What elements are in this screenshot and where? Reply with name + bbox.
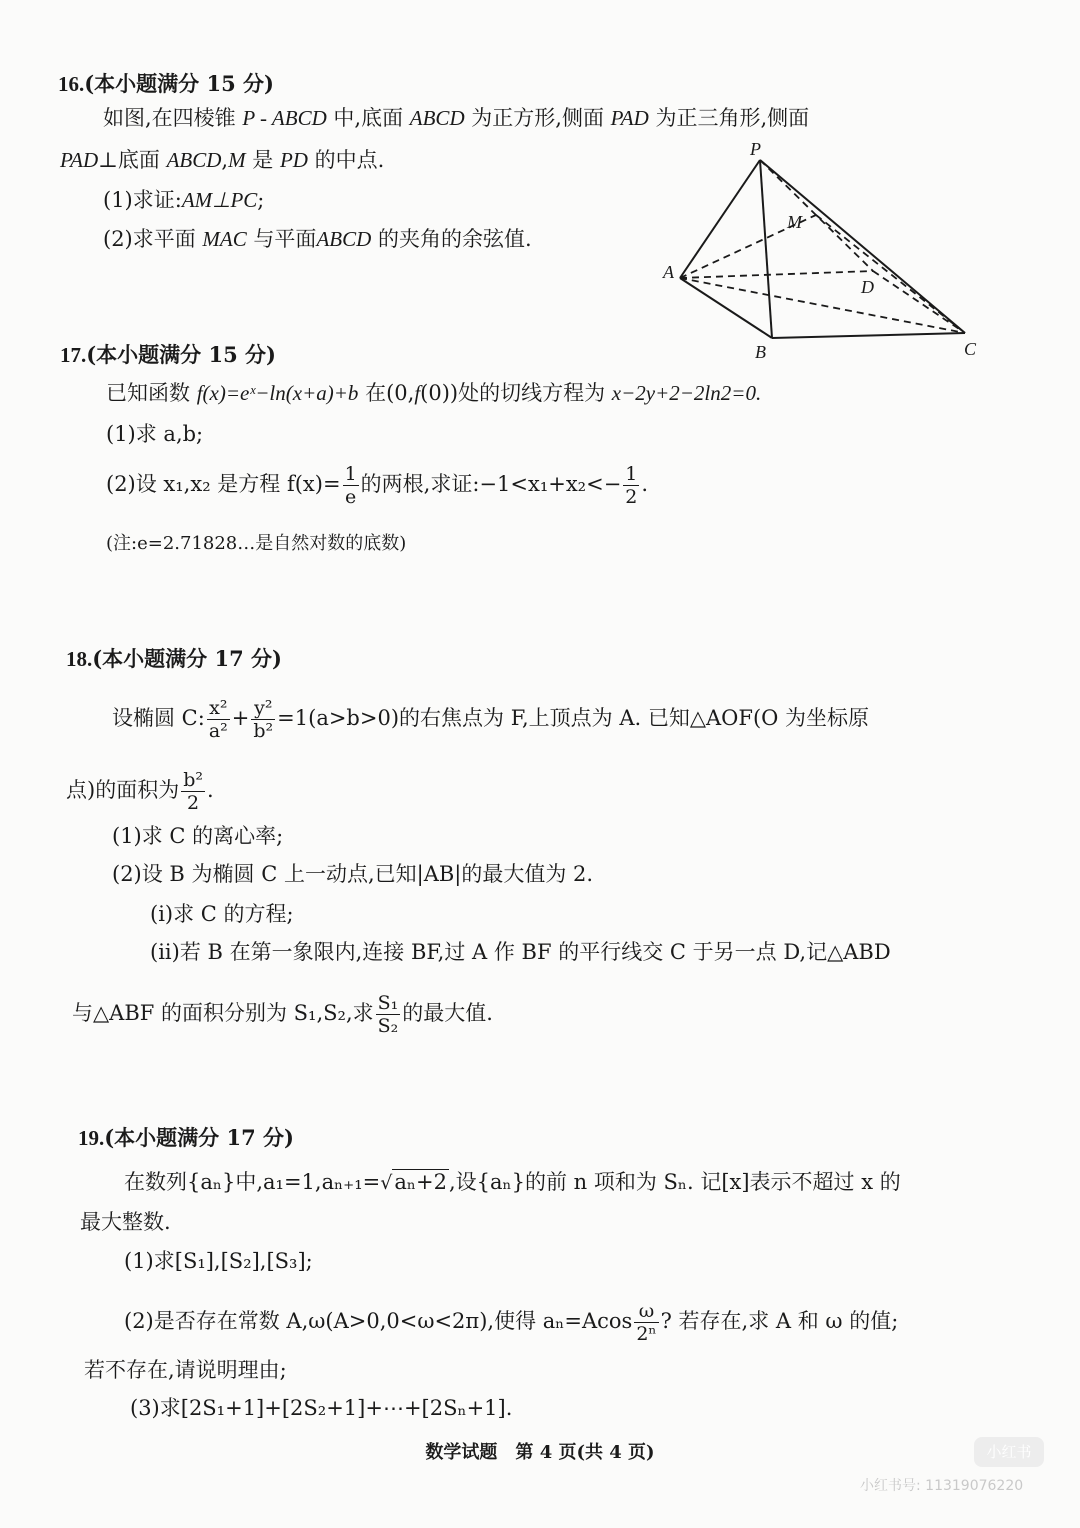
page-footer: 数学试题 第 4 页(共 4 页) [425, 1442, 655, 1463]
q16-stem-line1: 如图,在四棱锥 P - ABCD 中,底面 ABCD 为正方形,侧面 PAD 为正三角形,侧面 [103, 106, 810, 130]
sqrt-expression: aₙ+2 [394, 1170, 447, 1194]
q17-part2: (2)设 x₁,x₂ 是方程 f(x)= $\frac{1}{e}$ 的两根,求证:−1<x₁+x₂<− $\frac{1}{2}$ . [106, 463, 649, 508]
pyramid-figure [655, 135, 985, 370]
label-D: D [861, 277, 874, 297]
q18-part2-ii: (ii)若 B 在第一象限内,连接 BF,过 A 作 BF 的平行线交 C 于另一点 D,记△ABD [150, 940, 891, 964]
fraction-1-over-e: $\frac{1}{e}$ [344, 463, 357, 508]
fraction-omega-over-2n: $\frac{\omega}{\text{2ⁿ}}$ [636, 1300, 657, 1345]
fraction-b2-over-2: $\frac{\text{b²}}{2}$ [183, 769, 203, 814]
q19-part2: (2)是否存在常数 A,ω(A>0,0<ω<2π),使得 aₙ=Acos $\frac{\omega}{\text{2ⁿ}}$ ? 若存在,求 A 和 ω 的值; [124, 1300, 899, 1345]
edge-PB [760, 160, 772, 338]
q16-part1: (1)求证:AM⊥PC; [103, 188, 265, 212]
watermark-badge: 小红书 [974, 1437, 1044, 1467]
q18-part2: (2)设 B 为椭圆 C 上一动点,已知|AB|的最大值为 2. [112, 862, 594, 886]
q17-part1: (1)求 a,b; [106, 422, 204, 446]
q18-stem-line2: 点)的面积为 $\frac{\text{b²}}{2}$ . [66, 769, 214, 814]
edge-AB [680, 278, 772, 338]
fraction-1-over-2: $\frac{1}{2}$ [625, 463, 638, 508]
fraction-x2-over-a2: $\frac{\text{x²}}{\text{a²}}$ [208, 697, 228, 742]
label-A: A [663, 262, 674, 282]
q16-header: 16.(本小题满分 15 分) [58, 71, 274, 96]
q16-stem-line2: PAD⊥底面 ABCD,M 是 PD 的中点. [60, 148, 385, 172]
fraction-y2-over-b2: $\frac{\text{y²}}{\text{b²}}$ [253, 697, 274, 742]
q17-note: (注:e=2.71828…是自然对数的底数) [106, 533, 407, 554]
q19-part1: (1)求[S₁],[S₂],[S₃]; [124, 1249, 313, 1273]
edge-PA [680, 160, 760, 278]
label-B: B [755, 342, 766, 362]
edge-AD [680, 271, 873, 278]
label-C: C [964, 339, 977, 359]
edge-BC [772, 333, 965, 338]
q18-stem-line1: 设椭圆 C: $\frac{\text{x²}}{\text{a²}}$ + $\frac{\text{y²}}{\text{b²}}$ =1(a>b>0)的右焦点为 F,上顶点为 A. 已知△AOF(O 为坐标原 [112, 697, 870, 742]
q19-header: 19.(本小题满分 17 分) [78, 1125, 294, 1150]
watermark-id: 小红书号: 11319076220 [860, 1478, 1024, 1494]
q19-stem-line1: 在数列{aₙ}中,a₁=1,aₙ₊₁=√aₙ+2,设{aₙ}的前 n 项和为 Sₙ. 记[x]表示不超过 x 的 [124, 1170, 901, 1194]
q19-part3: (3)求[2S₁+1]+[2S₂+1]+⋯+[2Sₙ+1]. [130, 1396, 513, 1420]
edge-PC [760, 160, 965, 333]
q19-stem-line2: 最大整数. [80, 1210, 171, 1234]
label-M: M [787, 212, 802, 232]
q18-part2-ii-cont: 与△ABF 的面积分别为 S₁,S₂,求 $\frac{\text{S₁}}{\text{S₂}}$ 的最大值. [72, 992, 493, 1037]
q16-part2: (2)求平面 MAC 与平面ABCD 的夹角的余弦值. [103, 227, 532, 251]
segment-MC [816, 215, 965, 333]
q17-header: 17.(本小题满分 15 分) [60, 342, 276, 367]
q18-part2-i: (i)求 C 的方程; [150, 902, 294, 926]
fraction-S1-over-S2: $\frac{\text{S₁}}{\text{S₂}}$ [377, 992, 399, 1037]
q19-part2-cont: 若不存在,请说明理由; [84, 1358, 287, 1382]
q18-part1: (1)求 C 的离心率; [112, 824, 284, 848]
label-P: P [750, 139, 761, 159]
q17-stem: 已知函数 f(x)=eˣ−ln(x+a)+b 在(0,f(0))处的切线方程为 x−2y+2−2ln2=0. [106, 381, 762, 405]
q18-header: 18.(本小题满分 17 分) [66, 646, 282, 671]
